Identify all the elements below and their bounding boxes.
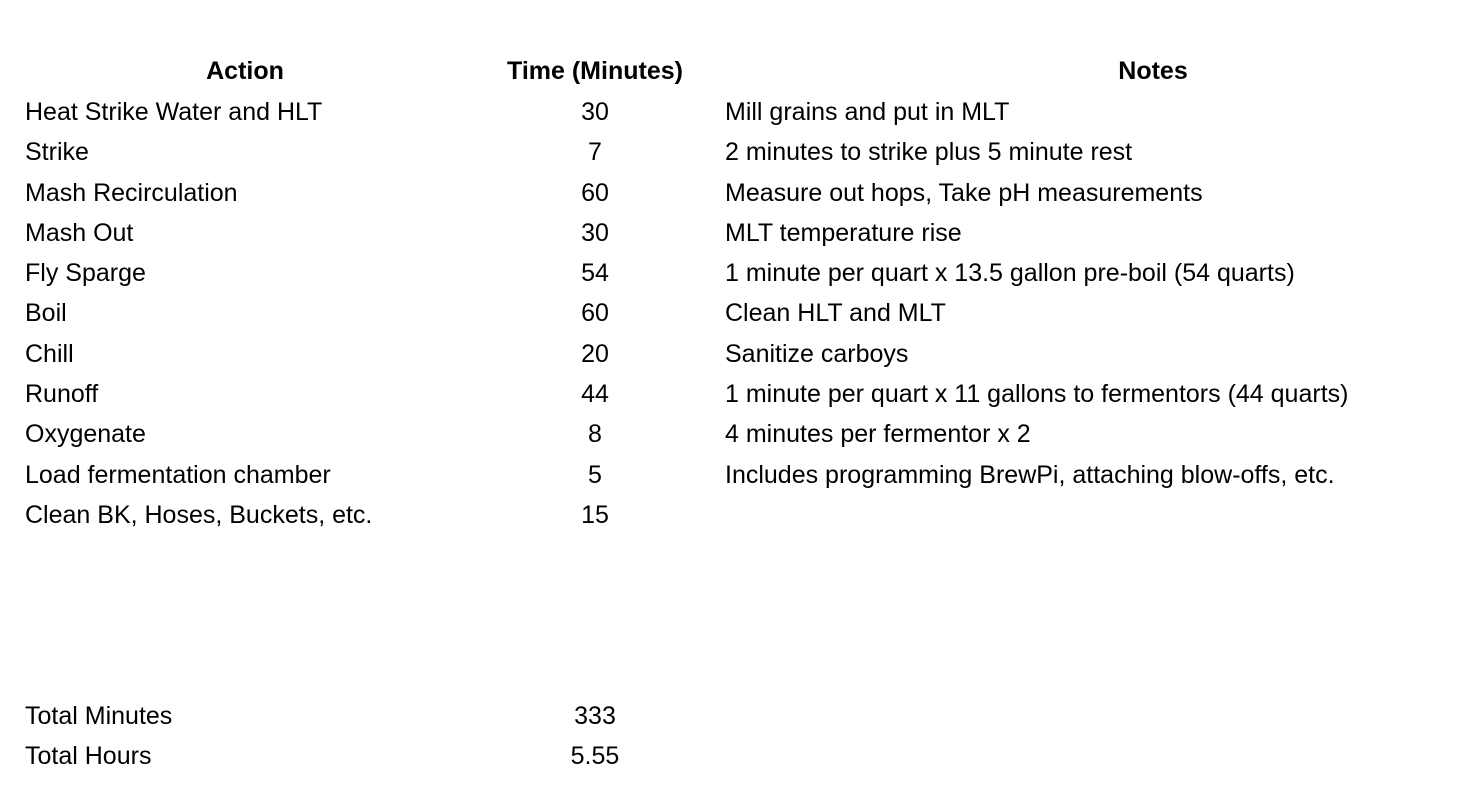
row-notes: 2 minutes to strike plus 5 minute rest xyxy=(725,138,1133,167)
row-action: Boil xyxy=(25,299,67,328)
row-time: 60 xyxy=(581,178,609,207)
row-action: Strike xyxy=(25,138,89,167)
row-action: Clean BK, Hoses, Buckets, etc. xyxy=(25,500,373,529)
row-time: 20 xyxy=(581,339,609,368)
row-time: 54 xyxy=(581,259,609,288)
header-action: Action xyxy=(206,57,284,85)
row-time: 8 xyxy=(588,420,602,449)
table-row xyxy=(0,455,1467,495)
total-minutes-row xyxy=(0,696,1467,736)
totals-section xyxy=(0,696,1467,776)
row-time: 44 xyxy=(581,380,609,409)
row-notes: MLT temperature rise xyxy=(725,218,962,247)
row-notes: Includes programming BrewPi, attaching blow-offs, etc. xyxy=(725,460,1335,489)
table-row xyxy=(0,173,1467,213)
total-hours-row xyxy=(0,736,1467,776)
row-time: 30 xyxy=(581,98,609,126)
row-action: Load fermentation chamber xyxy=(25,460,331,489)
header-notes: Notes xyxy=(1118,57,1188,85)
table-row xyxy=(0,293,1467,333)
row-action: Mash Recirculation xyxy=(25,178,238,207)
row-time: 7 xyxy=(588,138,602,167)
row-time: 5 xyxy=(588,460,602,489)
row-time: 60 xyxy=(581,299,609,328)
row-action: Mash Out xyxy=(25,218,134,247)
row-action: Heat Strike Water and HLT xyxy=(25,98,323,126)
row-notes: 4 minutes per fermentor x 2 xyxy=(725,420,1031,449)
row-action: Runoff xyxy=(25,380,99,409)
header-time: Time (Minutes) xyxy=(507,57,683,85)
table-header xyxy=(0,54,1467,88)
row-notes: 1 minute per quart x 13.5 gallon pre-boil (54 quarts) xyxy=(725,259,1295,288)
table-body xyxy=(0,92,1467,535)
row-action: Fly Sparge xyxy=(25,259,146,288)
row-action: Oxygenate xyxy=(25,420,146,449)
row-notes: Mill grains and put in MLT xyxy=(725,98,1010,126)
total-hours-label: Total Hours xyxy=(25,742,152,770)
row-time: 30 xyxy=(581,218,609,247)
table-row xyxy=(0,132,1467,172)
table-row xyxy=(0,92,1467,132)
row-notes: Measure out hops, Take pH measurements xyxy=(725,178,1203,207)
table-row xyxy=(0,495,1467,535)
total-hours-value: 5.55 xyxy=(570,742,620,770)
total-minutes-value: 333 xyxy=(574,702,616,730)
row-action: Chill xyxy=(25,339,74,368)
row-time: 15 xyxy=(581,500,609,529)
row-notes: 1 minute per quart x 11 gallons to fermentors (44 quarts) xyxy=(725,380,1349,409)
table-row xyxy=(0,414,1467,454)
table-row xyxy=(0,213,1467,253)
total-minutes-label: Total Minutes xyxy=(25,702,173,730)
table-row xyxy=(0,253,1467,293)
table-row xyxy=(0,334,1467,374)
row-notes: Clean HLT and MLT xyxy=(725,299,946,328)
row-notes: Sanitize carboys xyxy=(725,339,909,368)
table-row xyxy=(0,374,1467,414)
